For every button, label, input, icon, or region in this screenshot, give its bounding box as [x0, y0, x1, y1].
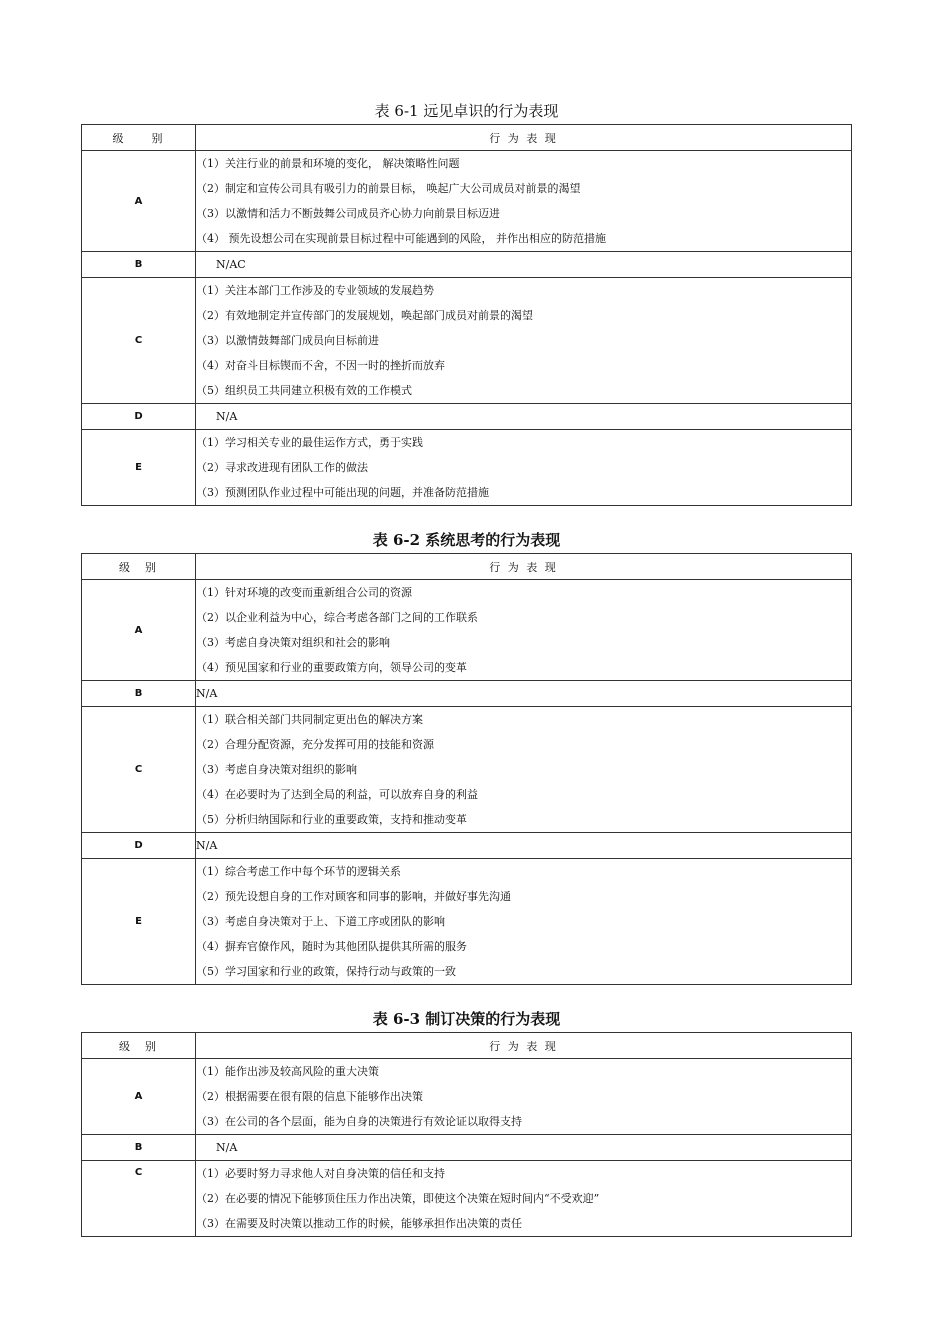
table-row	[82, 430, 852, 506]
level-cell: D	[82, 404, 196, 430]
behavior-item: （3）在公司的各个层面，能为自身的决策进行有效论证以取得支持	[196, 1115, 522, 1128]
level-cell: B	[82, 1135, 196, 1161]
behavior-item: N/AC	[216, 258, 246, 271]
table-row	[82, 833, 852, 859]
behavior-item: N/A	[196, 839, 218, 852]
behavior-item: N/A	[216, 410, 238, 423]
behavior-cell	[196, 707, 852, 833]
table-row	[82, 278, 852, 404]
behavior-cell	[196, 404, 852, 430]
level-cell: C	[82, 278, 196, 404]
behavior-item: （4）摒弃官僚作风，随时为其他团队提供其所需的服务	[196, 940, 467, 953]
behavior-item: （3）在需要及时决策以推动工作的时候，能够承担作出决策的责任	[196, 1217, 522, 1230]
behavior-item: （3）以激情和活力不断鼓舞公司成员齐心协力向前景目标迈进	[196, 207, 500, 220]
level-cell: D	[82, 833, 196, 859]
behavior-item: （3）考虑自身决策对组织的影响	[196, 763, 357, 776]
behavior-item: （3）以激情鼓舞部门成员向目标前进	[196, 334, 379, 347]
header-level: 级 别	[82, 1033, 196, 1059]
behavior-item: （1）必要时努力寻求他人对自身决策的信任和支持	[196, 1167, 445, 1180]
behavior-item: （2）有效地制定并宣传部门的发展规划，唤起部门成员对前景的渴望	[196, 309, 533, 322]
header-level: 级 别	[82, 554, 196, 580]
behavior-cell	[196, 151, 852, 252]
behavior-item: （3）考虑自身决策对组织和社会的影响	[196, 636, 390, 649]
behavior-table	[81, 553, 852, 985]
behavior-item: （1）针对环境的改变而重新组合公司的资源	[196, 586, 412, 599]
header-behavior: 行 为 表 现	[196, 1033, 852, 1059]
behavior-item: （2）合理分配资源，充分发挥可用的技能和资源	[196, 738, 434, 751]
behavior-item: （1）关注本部门工作涉及的专业领域的发展趋势	[196, 284, 434, 297]
behavior-item: （4）对奋斗目标锲而不舍，不因一时的挫折而放弃	[196, 359, 445, 372]
behavior-item: （5）组织员工共同建立积极有效的工作模式	[196, 384, 412, 397]
table-title: 表 6-2 系统思考的行为表现	[372, 531, 561, 549]
behavior-table	[81, 124, 852, 506]
table-row	[82, 859, 852, 985]
behavior-cell	[196, 252, 852, 278]
behavior-cell	[196, 833, 852, 859]
table-row	[82, 1161, 852, 1237]
behavior-cell	[196, 681, 852, 707]
behavior-item: （2）制定和宣传公司具有吸引力的前景目标， 唤起广大公司成员对前景的渴望	[196, 182, 581, 195]
behavior-item: （2）根据需要在很有限的信息下能够作出决策	[196, 1090, 423, 1103]
level-cell: A	[82, 580, 196, 681]
behavior-item: （1）能作出涉及较高风险的重大决策	[196, 1065, 379, 1078]
table-row	[82, 580, 852, 681]
level-cell: B	[82, 252, 196, 278]
behavior-item: （5）学习国家和行业的政策，保持行动与政策的一致	[196, 965, 456, 978]
behavior-table	[81, 1032, 852, 1237]
table-row	[82, 151, 852, 252]
level-cell: C	[82, 707, 196, 833]
header-behavior: 行 为 表 现	[196, 554, 852, 580]
behavior-item: （4）在必要时为了达到全局的利益，可以放弃自身的利益	[196, 788, 478, 801]
table-row	[82, 707, 852, 833]
behavior-cell	[196, 859, 852, 985]
level-cell: E	[82, 859, 196, 985]
level-cell: E	[82, 430, 196, 506]
behavior-item: （1）关注行业的前景和环境的变化， 解决策略性问题	[196, 157, 460, 170]
behavior-item: （2）在必要的情况下能够顶住压力作出决策，即使这个决策在短时间内“不受欢迎”	[196, 1192, 600, 1205]
header-level: 级 别	[82, 125, 196, 151]
behavior-cell	[196, 430, 852, 506]
behavior-cell	[196, 580, 852, 681]
table-row	[82, 681, 852, 707]
behavior-item: （1）联合相关部门共同制定更出色的解决方案	[196, 713, 423, 726]
table-row	[82, 252, 852, 278]
table-row	[82, 1059, 852, 1135]
header-behavior: 行 为 表 现	[196, 125, 852, 151]
level-cell: A	[82, 1059, 196, 1135]
behavior-item: （1）综合考虑工作中每个环节的逻辑关系	[196, 865, 401, 878]
table-title: 表 6-3 制订决策的行为表现	[372, 1010, 561, 1028]
behavior-cell	[196, 1059, 852, 1135]
behavior-item: （2）以企业利益为中心，综合考虑各部门之间的工作联系	[196, 611, 478, 624]
behavior-cell	[196, 1161, 852, 1237]
level-cell: B	[82, 681, 196, 707]
behavior-item: （1）学习相关专业的最佳运作方式，勇于实践	[196, 436, 423, 449]
behavior-item: （2）寻求改进现有团队工作的做法	[196, 461, 368, 474]
behavior-item: （3）考虑自身决策对于上、下道工序或团队的影响	[196, 915, 445, 928]
table-row	[82, 404, 852, 430]
behavior-item: （4）预见国家和行业的重要政策方向，领导公司的变革	[196, 661, 467, 674]
table-title: 表 6-1 远见卓识的行为表现	[374, 102, 559, 120]
behavior-item: N/A	[216, 1141, 238, 1154]
behavior-item: N/A	[196, 687, 218, 700]
behavior-item: （2）预先设想自身的工作对顾客和同事的影响，并做好事先沟通	[196, 890, 511, 903]
behavior-cell	[196, 1135, 852, 1161]
table-row	[82, 1135, 852, 1161]
behavior-cell	[196, 278, 852, 404]
behavior-item: （3）预测团队作业过程中可能出现的问题，并准备防范措施	[196, 486, 489, 499]
behavior-item: （4） 预先设想公司在实现前景目标过程中可能遇到的风险， 并作出相应的防范措施	[196, 232, 606, 245]
level-cell: C	[82, 1161, 196, 1237]
level-cell: A	[82, 151, 196, 252]
behavior-item: （5）分析归纳国际和行业的重要政策，支持和推动变革	[196, 813, 467, 826]
